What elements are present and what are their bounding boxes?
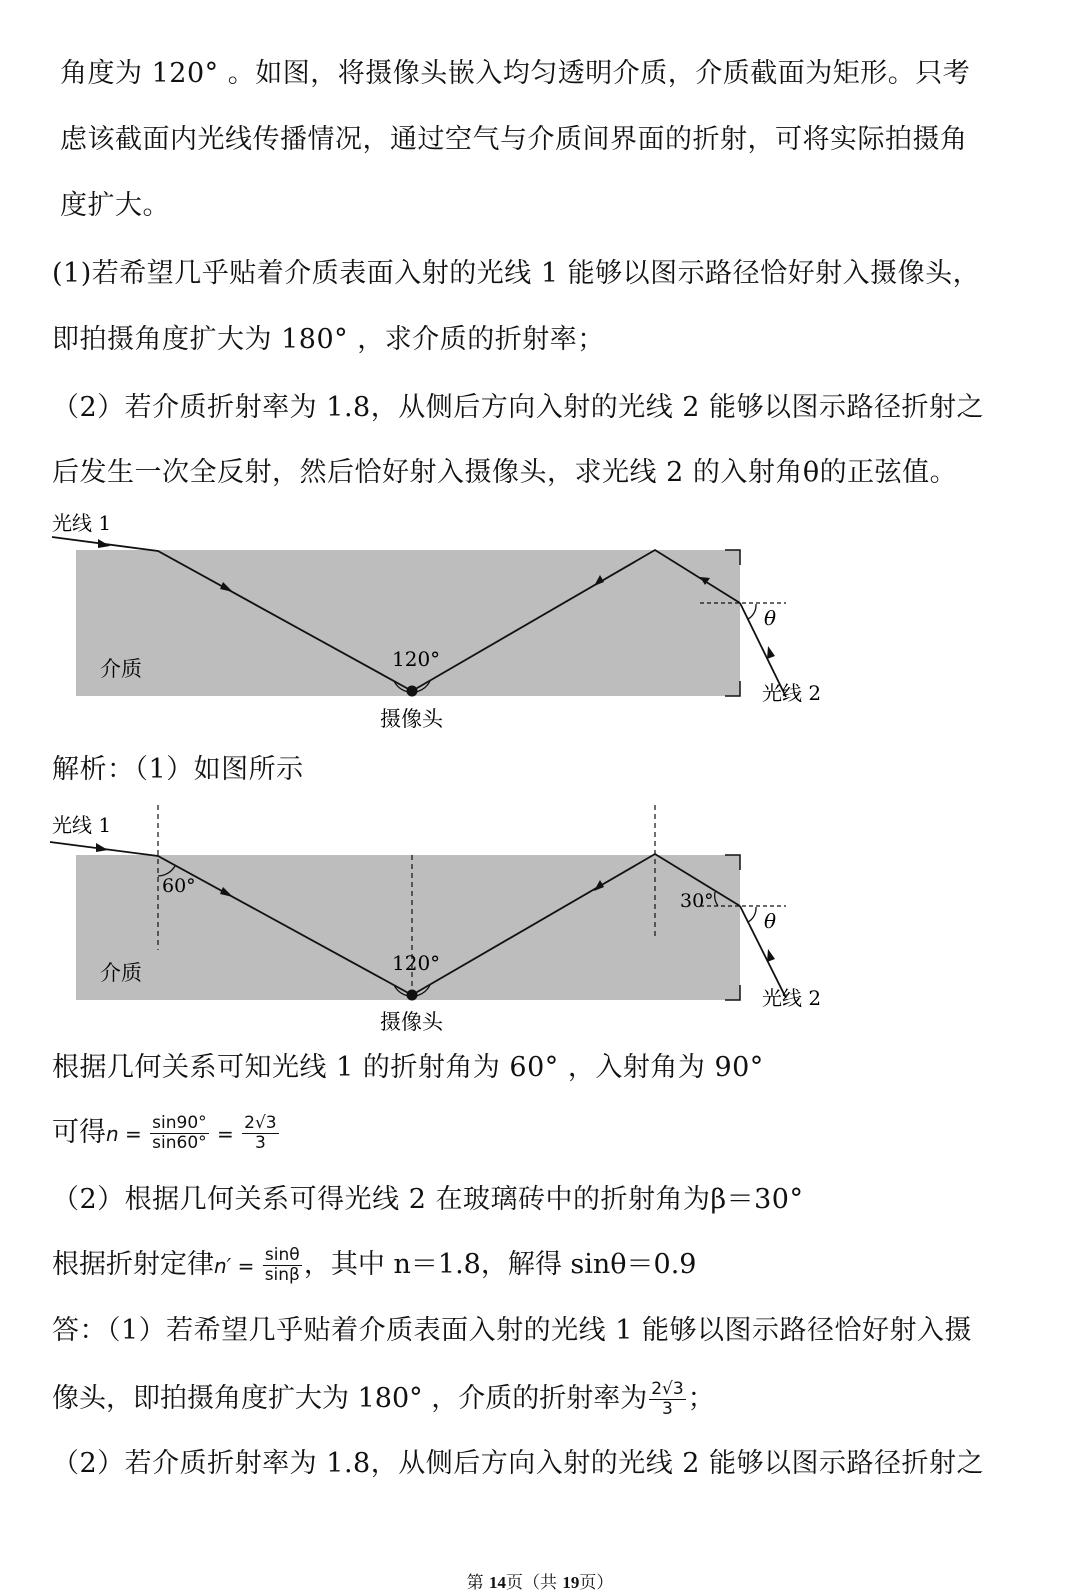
answer-line-1: 答：（1）若希望几乎贴着介质表面入射的光线 1 能够以图示路径恰好射入摄 [52, 1315, 973, 1346]
problem-line-3: 度扩大。 [60, 190, 170, 221]
total-pages: 19 [562, 1573, 580, 1592]
arrow-marker [767, 949, 775, 962]
theta-arc [748, 604, 756, 619]
fraction-denominator: 3 [254, 1133, 266, 1153]
fraction-denominator: sinβ [264, 1265, 300, 1285]
problem-line-5: 即拍摄角度扩大为 180° ，求介质的折射率； [52, 324, 605, 355]
problem-line-2: 虑该截面内光线传播情况，通过空气与介质间界面的折射，可将实际拍摄角 [60, 124, 968, 155]
formula-prefix: 根据折射定律 [52, 1249, 214, 1280]
problem-line-7: 后发生一次全反射，然后恰好射入摄像头，求光线 2 的入射角θ的正弦值。 [52, 457, 958, 488]
theta-label: θ [764, 606, 777, 630]
arrow-marker [767, 646, 775, 659]
ray-2-path [740, 906, 786, 998]
ray-1-label: 光线 1 [52, 511, 112, 535]
page-footer [0, 1568, 1080, 1593]
theta-label: θ [764, 909, 777, 933]
problem-line-6: （2）若介质折射率为 1.8，从侧后方向入射的光线 2 能够以图示路径折射之 [52, 392, 985, 423]
symbol-n: n [106, 1122, 119, 1146]
problem-line-4: (1)若希望几乎贴着介质表面入射的光线 1 能够以图示路径恰好射入摄像头， [52, 258, 981, 289]
camera-dot [407, 686, 418, 697]
formula-prefix: 可得 [52, 1117, 106, 1148]
ray-1-label: 光线 1 [52, 813, 112, 837]
camera-label: 摄像头 [380, 1010, 443, 1034]
footer-middle: 页（共 [506, 1573, 563, 1593]
ray-2-label: 光线 2 [762, 986, 822, 1010]
answer-line-3: （2）若介质折射率为 1.8，从侧后方向入射的光线 2 能够以图示路径折射之 [52, 1448, 985, 1479]
analysis-heading: 解析：（1）如图所示 [52, 754, 304, 785]
camera-dot [407, 990, 418, 1001]
theta-arc [748, 907, 756, 922]
formula-suffix: ，其中 n＝1.8，解得 sinθ＝0.9 [303, 1249, 697, 1280]
answer-suffix: ； [687, 1383, 715, 1414]
arrow-marker [96, 843, 108, 852]
arrow-marker [98, 539, 110, 548]
fraction-sin [150, 1114, 209, 1153]
ray-2-label: 光线 2 [762, 681, 822, 705]
page-number: 14 [489, 1573, 506, 1592]
symbol-n-prime: n′ [214, 1254, 232, 1278]
angle-120-label: 120° [392, 647, 441, 671]
solution-line-3: （2）根据几何关系可得光线 2 在玻璃砖中的折射角为β＝30° [52, 1184, 804, 1215]
fraction-answer [649, 1380, 685, 1419]
figure-2 [0, 800, 1080, 1040]
fraction-denominator: sin60° [152, 1133, 207, 1153]
fraction-snell [263, 1246, 302, 1285]
solution-line-4 [52, 1246, 697, 1285]
fraction-denominator: 3 [662, 1399, 673, 1419]
medium-rect [76, 550, 740, 696]
solution-line-2 [52, 1114, 281, 1153]
solution-line-1: 根据几何关系可知光线 1 的折射角为 60° ，入射角为 90° [52, 1052, 764, 1083]
equals-sign: = [118, 1122, 149, 1146]
footer-prefix: 第 [466, 1573, 489, 1593]
angle-30-label: 30° [680, 890, 714, 912]
medium-label: 介质 [100, 657, 142, 681]
medium-label: 介质 [100, 961, 142, 985]
fraction-numerator: sinθ [263, 1246, 302, 1266]
camera-label: 摄像头 [380, 707, 443, 731]
fraction-numerator: sin90° [152, 1113, 207, 1133]
equals-sign: = [231, 1254, 261, 1278]
angle-60-label: 60° [162, 875, 196, 897]
angle-120-label: 120° [392, 951, 441, 975]
fraction-numerator: 2√3 [244, 1113, 277, 1133]
answer-prefix: 像头，即拍摄角度扩大为 180° ，介质的折射率为 [52, 1383, 648, 1414]
answer-line-2 [52, 1380, 715, 1419]
fraction-result [242, 1114, 278, 1153]
problem-line-1: 角度为 120° 。如图，将摄像头嵌入均匀透明介质，介质截面为矩形。只考 [60, 58, 971, 89]
fraction-numerator: 2√3 [651, 1379, 684, 1399]
footer-suffix: 页） [579, 1573, 614, 1593]
figure-1 [0, 500, 1080, 745]
equals-sign: = [210, 1122, 241, 1146]
